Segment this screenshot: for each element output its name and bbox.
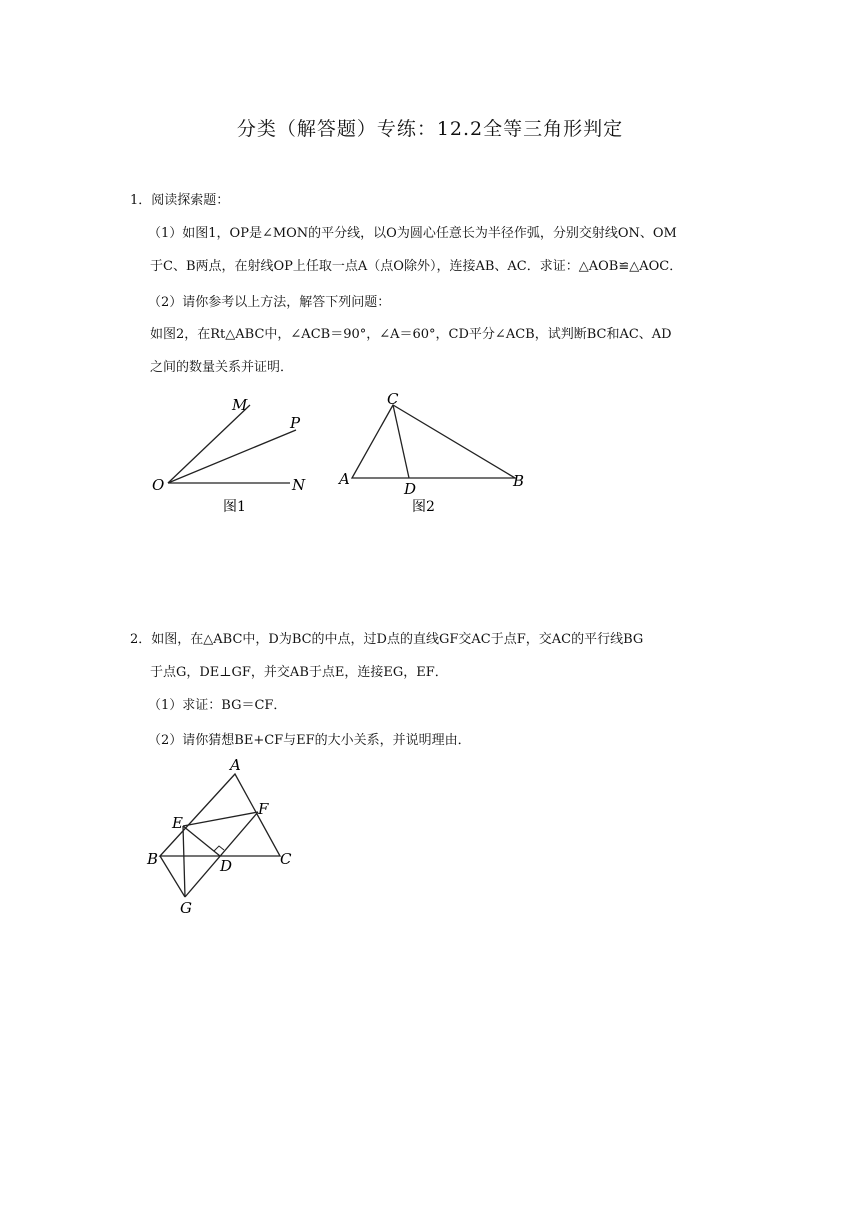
label-b: B bbox=[147, 850, 159, 868]
q1-heading: 1．阅读探索题： bbox=[130, 193, 230, 208]
label-o: O bbox=[152, 476, 165, 494]
label-e: E bbox=[172, 814, 183, 832]
segment-cd bbox=[393, 405, 409, 478]
triangle-abc bbox=[352, 405, 515, 478]
figure-2 bbox=[330, 390, 530, 520]
label-a: A bbox=[230, 756, 241, 774]
figure-3 bbox=[140, 752, 310, 922]
label-f: F bbox=[258, 800, 269, 818]
q1-text-line: （1）如图1，OP是∠MON的平分线，以O为圆心任意长为半径作弧，分别交射线ON、OM bbox=[148, 226, 677, 241]
label-a: A bbox=[339, 470, 350, 488]
figure-1-caption: 图1 bbox=[223, 499, 246, 515]
line-gf bbox=[185, 812, 258, 897]
segment-de bbox=[183, 826, 220, 856]
ray-om bbox=[168, 405, 250, 483]
label-c: C bbox=[387, 390, 399, 408]
label-g: G bbox=[180, 899, 192, 917]
q1-text-line: 于C、B两点，在射线OP上任取一点A（点O除外），连接AB、AC．求证：△AOB≌△AOC． bbox=[150, 259, 683, 274]
q2-heading: 2．如图，在△ABC中，D为BC的中点，过D点的直线GF交AC于点F，交AC的平行线BG bbox=[130, 632, 644, 647]
right-angle-mark bbox=[214, 846, 224, 851]
segment-eg bbox=[183, 826, 185, 897]
q1-text-line: （2）请你参考以上方法，解答下列问题： bbox=[148, 295, 391, 310]
q2-text-line: （1）求证：BG＝CF． bbox=[148, 698, 287, 713]
q2-text-line: 于点G，DE⊥GF，并交AB于点E，连接EG，EF． bbox=[150, 665, 448, 680]
page-title: 分类（解答题）专练：12.2全等三角形判定 bbox=[236, 118, 624, 140]
label-c: C bbox=[280, 850, 292, 868]
q2-text-line: （2）请你猜想BE+CF与EF的大小关系，并说明理由． bbox=[148, 733, 471, 748]
label-d: D bbox=[220, 857, 233, 875]
figure-2-caption: 图2 bbox=[412, 499, 435, 515]
label-d: D bbox=[404, 480, 417, 498]
ray-op bbox=[168, 430, 296, 483]
label-n: N bbox=[292, 476, 306, 494]
q1-text-line: 之间的数量关系并证明． bbox=[150, 360, 294, 375]
label-b: B bbox=[513, 472, 525, 490]
figure-1 bbox=[140, 390, 330, 520]
q1-text-line: 如图2，在Rt△ABC中，∠ACB＝90°，∠A＝60°，CD平分∠ACB，试判断BC和AC、AD bbox=[150, 327, 672, 342]
label-p: P bbox=[290, 414, 301, 432]
segment-bg bbox=[160, 856, 185, 897]
label-m: M bbox=[232, 396, 248, 414]
